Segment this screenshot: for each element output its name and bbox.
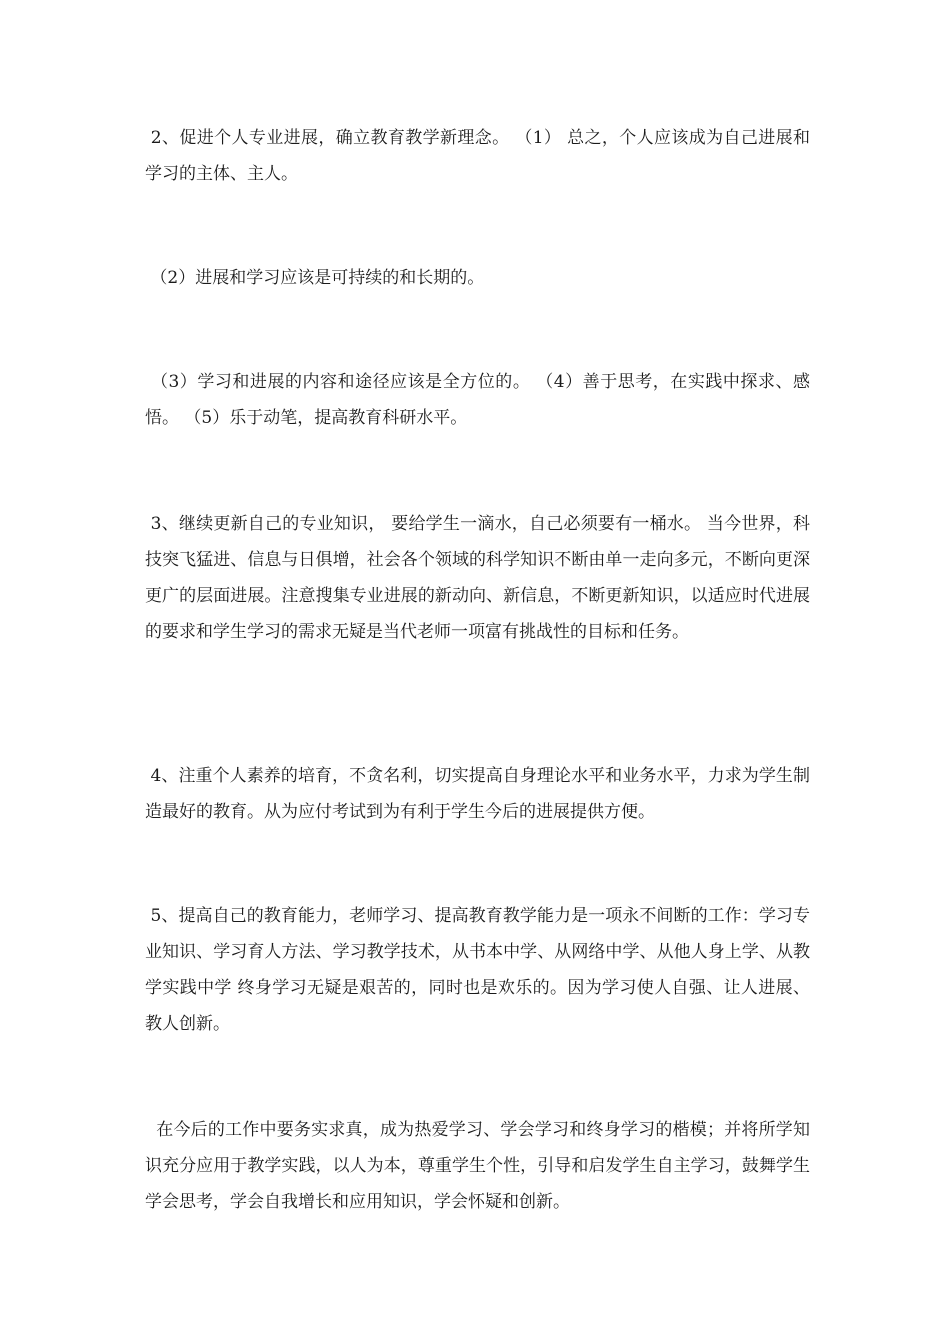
paragraph-2: 2、促进个人专业进展，确立教育教学新理念。 （1） 总之，个人应该成为自己进展和学习的主体、主人。 [145, 128, 810, 184]
paragraph-2-items-3-5: （3）学习和进展的内容和途径应该是全方位的。 （4）善于思考，在实践中探求、感悟。 （5）乐于动笔，提高教育科研水平。 [145, 372, 810, 428]
paragraph-3: 3、继续更新自己的专业知识， 要给学生一滴水，自己必须要有一桶水。 当今世界，科技突飞猛进、信息与日俱增，社会各个领域的科学知识不断由单一走向多元，不断向更深更广的层面进展。注意搜集专业进展的新动向、新信息，不断更新知识，以适应时代进展的要求和学生学习的需求无疑是当代老师一项富有挑战性的目标和任务。 [145, 514, 811, 642]
paragraph-conclusion: 在今后的工作中要务实求真，成为热爱学习、学会学习和终身学习的楷模；并将所学知识充分应用于教学实践，以人为本，尊重学生个性，引导和启发学生自主学习，鼓舞学生学会思考，学会自我增长和应用知识，学会怀疑和创新。 [145, 1120, 811, 1212]
paragraph-4: 4、注重个人素养的培育，不贪名利，切实提高自身理论水平和业务水平，力求为学生制造最好的教育。从为应付考试到为有利于学生今后的进展提供方便。 [145, 766, 810, 822]
paragraph-2-item-2: （2）进展和学习应该是可持续的和长期的。 [145, 268, 485, 288]
paragraph-5: 5、提高自己的教育能力，老师学习、提高教育教学能力是一项永不间断的工作：学习专业知识、学习育人方法、学习教学技术，从书本中学、从网络中学、从他人身上学、从教学实践中学 终身学习无疑是艰苦的，同时也是欢乐的。因为学习使人自强、让人进展、教人创新。 [145, 906, 810, 1034]
